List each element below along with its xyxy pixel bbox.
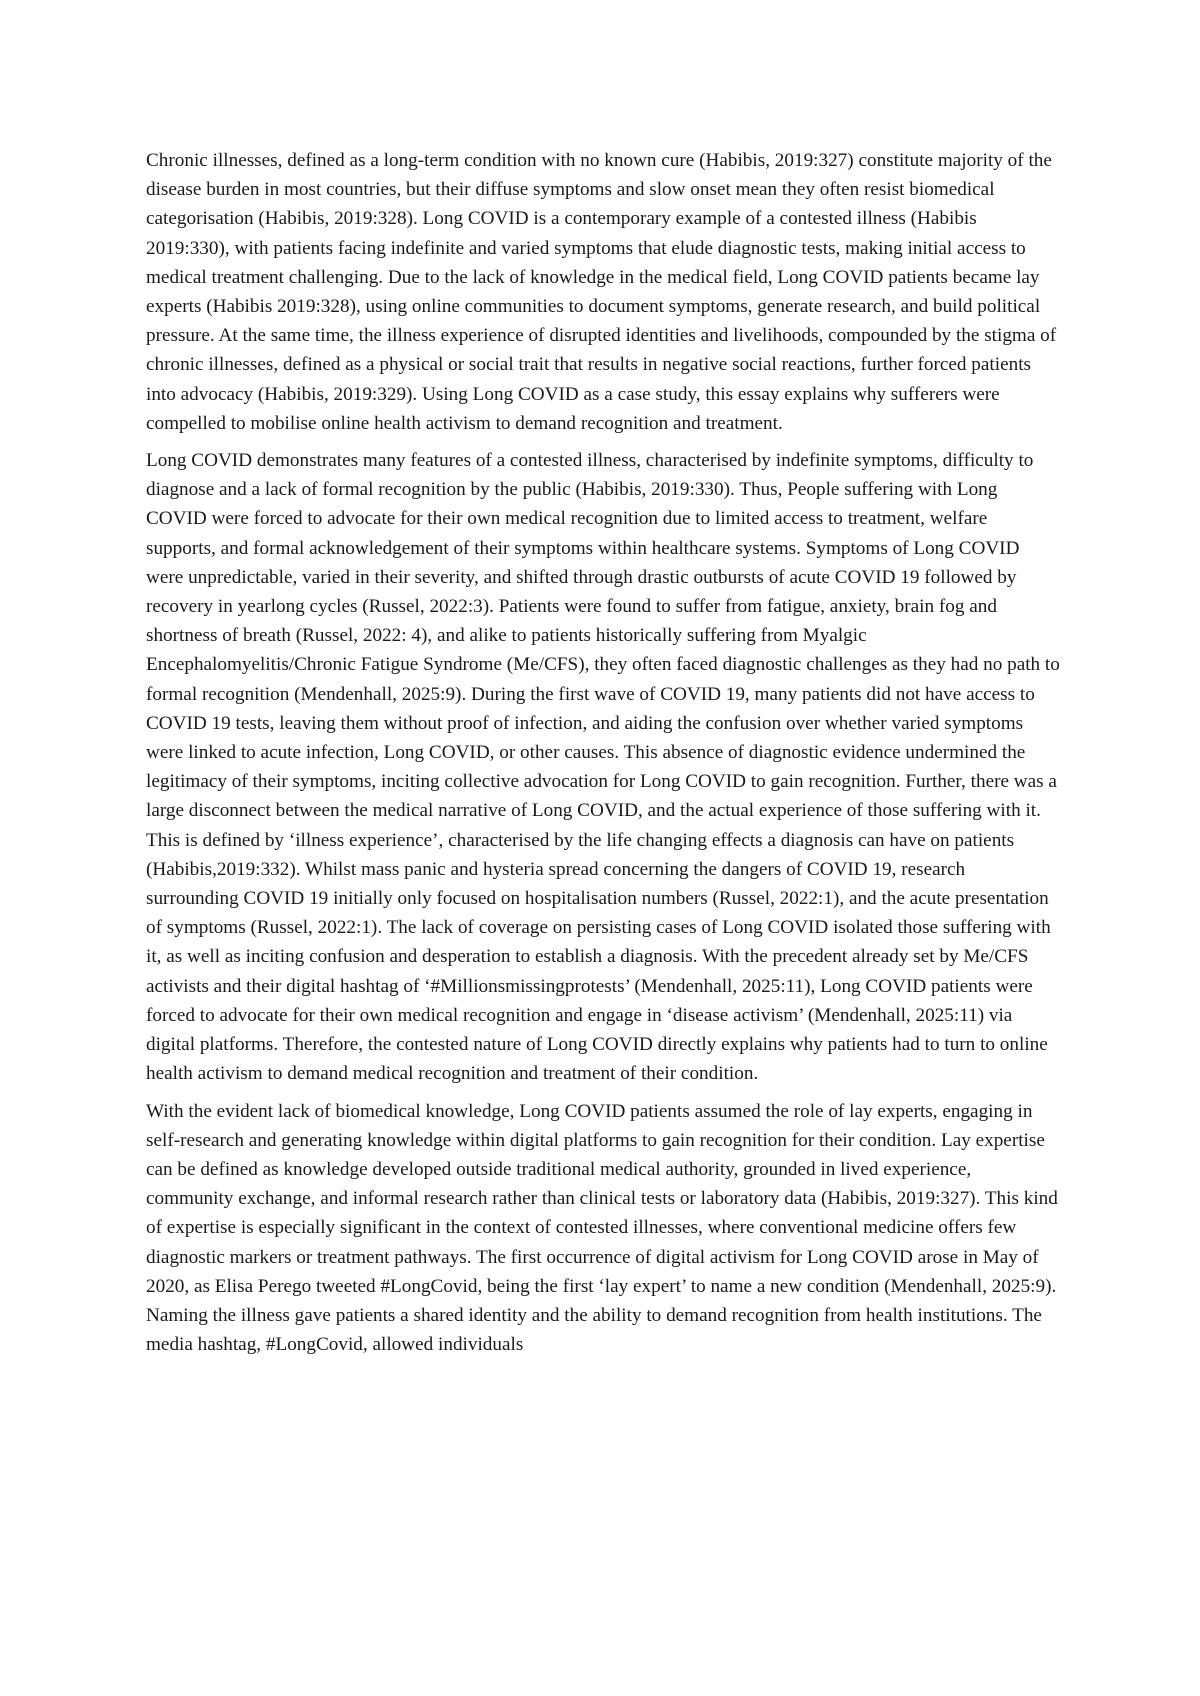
paragraph-intro: Chronic illnesses, defined as a long-term condition with no known cure (Habibis, 2019:327) constitute majority of the disease burden in most countries, but their diffuse symptoms and slow onset mean they often resist biomedical categorisation (Habibis, 2019:328). Long COVID is a contemporary example of a contested illness (Habibis 2019:330), with patients facing indefinite and varied symptoms that elude diagnostic tests, making initial access to medical treatment challenging. Due to the lack of knowledge in the medical field, Long COVID patients became lay experts (Habibis 2019:328), using online communities to document symptoms, generate research, and build political pressure. At the same time, the illness experience of disrupted identities and livelihoods, compounded by the stigma of chronic illnesses, defined as a physical or social trait that results in negative social reactions, further forced patients into advocacy (Habibis, 2019:329). Using Long COVID as a case study, this essay explains why sufferers were compelled to mobilise online health activism to demand recognition and treatment. xyxy=(146,150,1057,434)
paragraph-contested-illness: Long COVID demonstrates many features of a contested illness, characterised by indefinite symptoms, difficulty to diagnose and a lack of formal recognition by the public (Habibis, 2019:330). Thus, People suffering with Long COVID were forced to advocate for their own medical recognition due to limited access to treatment, welfare supports, and formal acknowledgement of their symptoms within healthcare systems. Symptoms of Long COVID were unpredictable, varied in their severity, and shifted through drastic outbursts of acute COVID 19 followed by recovery in yearlong cycles (Russel, 2022:3). Patients were found to suffer from fatigue, anxiety, brain fog and shortness of breath (Russel, 2022: 4), and alike to patients historically suffering from Myalgic Encephalomyelitis/Chronic Fatigue Syndrome (Me/CFS), they often faced diagnostic challenges as they had no path to formal recognition (Mendenhall, 2025:9). During the first wave of COVID 19, many patients did not have access to COVID 19 tests, leaving them without proof of infection, and aiding the confusion over whether varied symptoms were linked to acute infection, Long COVID, or other causes. This absence of diagnostic evidence undermined the legitimacy of their symptoms, inciting collective advocation for Long COVID to gain recognition. Further, there was a large disconnect between the medical narrative of Long COVID, and the actual experience of those suffering with it. This is defined by ‘illness experience’, characterised by the life changing effects a diagnosis can have on patients (Habibis,2019:332). Whilst mass panic and hysteria spread concerning the dangers of COVID 19, research surrounding COVID 19 initially only focused on hospitalisation numbers (Russel, 2022:1), and the acute presentation of symptoms (Russel, 2022:1). The lack of coverage on persisting cases of Long COVID isolated those suffering with it, as well as inciting confusion and desperation to establish a diagnosis. With the precedent already set by Me/CFS activists and their digital hashtag of ‘#Millionsmissingprotests’ (Mendenhall, 2025:11), Long COVID patients were forced to advocate for their own medical recognition and engage in ‘disease activism’ (Mendenhall, 2025:11) via digital platforms. Therefore, the contested nature of Long COVID directly explains why patients had to turn to online health activism to demand medical recognition and treatment of their condition. xyxy=(146,450,1060,1085)
paragraph-lay-expertise: With the evident lack of biomedical knowledge, Long COVID patients assumed the role of lay experts, engaging in self-research and generating knowledge within digital platforms to gain recognition for their condition. Lay expertise can be defined as knowledge developed outside traditional medical authority, grounded in lived experience, community exchange, and informal research rather than clinical tests or laboratory data (Habibis, 2019:327). This kind of expertise is especially significant in the context of contested illnesses, where conventional medicine offers few diagnostic markers or treatment pathways. The first occurrence of digital activism for Long COVID arose in May of 2020, as Elisa Perego tweeted #LongCovid, being the first ‘lay expert’ to name a new condition (Mendenhall, 2025:9). Naming the illness gave patients a shared identity and the ability to demand recognition from health institutions. The media hashtag, #LongCovid, allowed individuals xyxy=(146,1100,1058,1356)
essay-body xyxy=(146,146,1060,1367)
